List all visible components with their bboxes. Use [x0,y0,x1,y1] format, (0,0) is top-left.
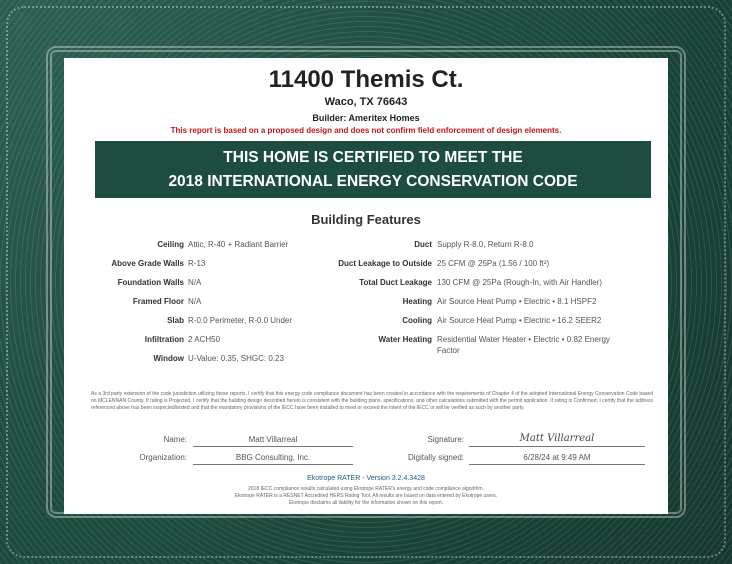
certification-statement: As a 3rd party extension of the code jurisdiction utilizing these reports, I certify that this energy code compliance document has been created in accordance with the requirements of Chapter 4 of the adopted International Energy Conservation Code based on MCLENNAN County. If rating is Projected, I certify that the building design described herein is consistent with the building plans, specifications, and other calculations submitted with the permit application. If rating is Confirmed, I certify that the address referenced above has been inspected/tested and that the mandatory provisions of the IECC have been installed to meet or exceed the intent of the IECC or will be verified as such by another party. [91,391,653,411]
feature-value: N/A [188,297,202,306]
feature-value: U-Value: 0.35, SHGC: 0.23 [188,354,284,363]
organization-name: BBG Consulting, Inc. [193,453,353,465]
digital-signed-row [64,453,668,467]
feature-label: Cooling [402,316,432,325]
feature-value: 2 ACH50 [188,335,221,344]
feature-label: Duct Leakage to Outside [338,259,432,268]
name-label: Name: [163,435,187,444]
disclaimer-line-1: 2018 IECC compliance results calculated using Ekotrope RATER's energy and code compliance algorithm. [248,486,484,492]
feature-label: Duct [414,240,432,249]
certificate-page [64,58,668,514]
feature-value: R-0.0 Perimeter, R-0.0 Under [188,316,293,325]
feature-label: Above Grade Walls [111,259,184,268]
organization-label: Organization: [139,453,187,462]
feature-value: Air Source Heat Pump • Electric • 8.1 HSPF2 [437,297,597,306]
property-address: 11400 Themis Ct. [268,66,464,93]
feature-label: Framed Floor [132,297,184,306]
signed-date: 6/28/24 at 9:49 AM [469,453,645,465]
signature-row [64,435,668,449]
design-warning: This report is based on a proposed design and does not confirm field enforcement of design elements. [170,126,562,135]
disclaimer [64,486,668,507]
banner-line-2: 2018 INTERNATIONAL ENERGY CONSERVATION CODE [168,172,578,190]
rater-signature: Matt Villarreal [469,433,645,447]
feature-value: N/A [188,278,202,287]
feature-label: Total Duct Leakage [359,278,432,287]
feature-value: Air Source Heat Pump • Electric • 16.2 SEER2 [437,316,602,325]
feature-value: Attic, R-40 + Radiant Barrier [188,240,289,249]
signature-label: Signature: [427,435,464,444]
feature-value: Supply R-8.0, Return R-8.0 [437,240,534,249]
feature-value: Residential Water Heater • Electric • 0.82 Energy Factor [437,335,610,355]
feature-label: Slab [167,316,184,325]
certification-banner [95,141,651,198]
feature-value: 25 CFM @ 25Pa (1.56 / 100 ft²) [437,259,550,268]
features-title: Building Features [311,212,421,227]
builder-name: Builder: Ameritex Homes [312,113,420,123]
software-version: Ekotrope RATER - Version 3.2.4.3428 [307,475,425,482]
feature-label: Foundation Walls [117,278,184,287]
feature-value: R-13 [188,259,206,268]
rater-name: Matt Villarreal [193,435,353,447]
property-city: Waco, TX 76643 [324,96,408,108]
disclaimer-line-3: Ekotrope disclaims all liability for the information shown on this report. [288,500,444,506]
feature-label: Water Heating [378,335,432,344]
feature-label: Ceiling [157,240,184,249]
feature-label: Window [153,354,184,363]
feature-label: Infiltration [144,335,184,344]
disclaimer-line-2: Ekotrope RATER is a RESNET Accredited HERS Rating Tool. All results are based on data entered by Ekotrope users. [234,493,498,499]
banner-line-1: THIS HOME IS CERTIFIED TO MEET THE [223,148,523,166]
digitally-signed-label: Digitally signed: [407,453,464,462]
feature-value: 130 CFM @ 25Pa (Rough-In, with Air Handler) [437,278,603,287]
feature-label: Heating [402,297,432,306]
